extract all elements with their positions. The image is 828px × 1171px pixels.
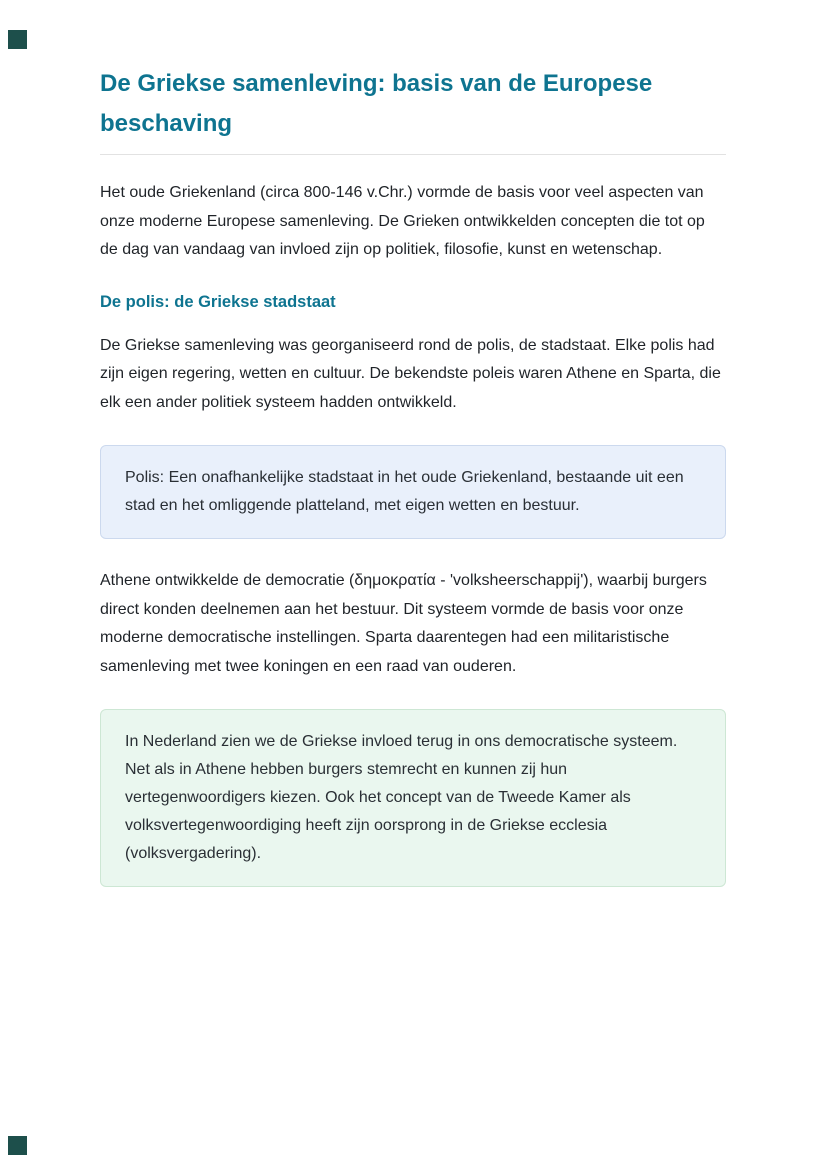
page-title: De Griekse samenleving: basis van de Europese beschaving bbox=[100, 70, 653, 137]
document-content bbox=[100, 64, 726, 915]
title-divider bbox=[100, 154, 726, 155]
section-paragraph-2: Athene ontwikkelde de democratie (δημοκρατία - 'volksheerschappij'), waarbij burgers direct konden deelnemen aan het bestuur. Dit systeem vormde de basis voor onze moderne democratische instellingen. Sparta daarentegen had een militaristische samenleving met twee koningen en een raad van ouderen. bbox=[100, 572, 707, 675]
definition-callout-polis: Polis: Een onafhankelijke stadstaat in het oude Griekenland, bestaande uit een stad en het omliggende platteland, met eigen wetten en bestuur. bbox=[100, 445, 726, 539]
section-paragraph-1: De Griekse samenleving was georganiseerd rond de polis, de stadstaat. Elke polis had zijn eigen regering, wetten en cultuur. De bekendste poleis waren Athene en Sparta, die elk een ander politiek systeem hadden ontwikkeld. bbox=[100, 336, 721, 411]
page-corner-marker-top bbox=[8, 30, 27, 49]
intro-paragraph: Het oude Griekenland (circa 800-146 v.Chr.) vormde de basis voor veel aspecten van onze moderne Europese samenleving. De Grieken ontwikkelden concepten die tot op de dag van vandaag van invloed zijn op politiek, filosofie, kunst en wetenschap. bbox=[100, 184, 705, 258]
page-corner-marker-bottom bbox=[8, 1136, 27, 1155]
section-heading-polis: De polis: de Griekse stadstaat bbox=[100, 292, 336, 311]
note-callout-netherlands: In Nederland zien we de Griekse invloed terug in ons democratische systeem. Net als in Athene hebben burgers stemrecht en kunnen zij hun vertegenwoordigers kiezen. Ook het concept van de Tweede Kamer als volksvertegenwoordiging heeft zijn oorsprong in de Griekse ecclesia (volksvergadering). bbox=[100, 709, 726, 887]
